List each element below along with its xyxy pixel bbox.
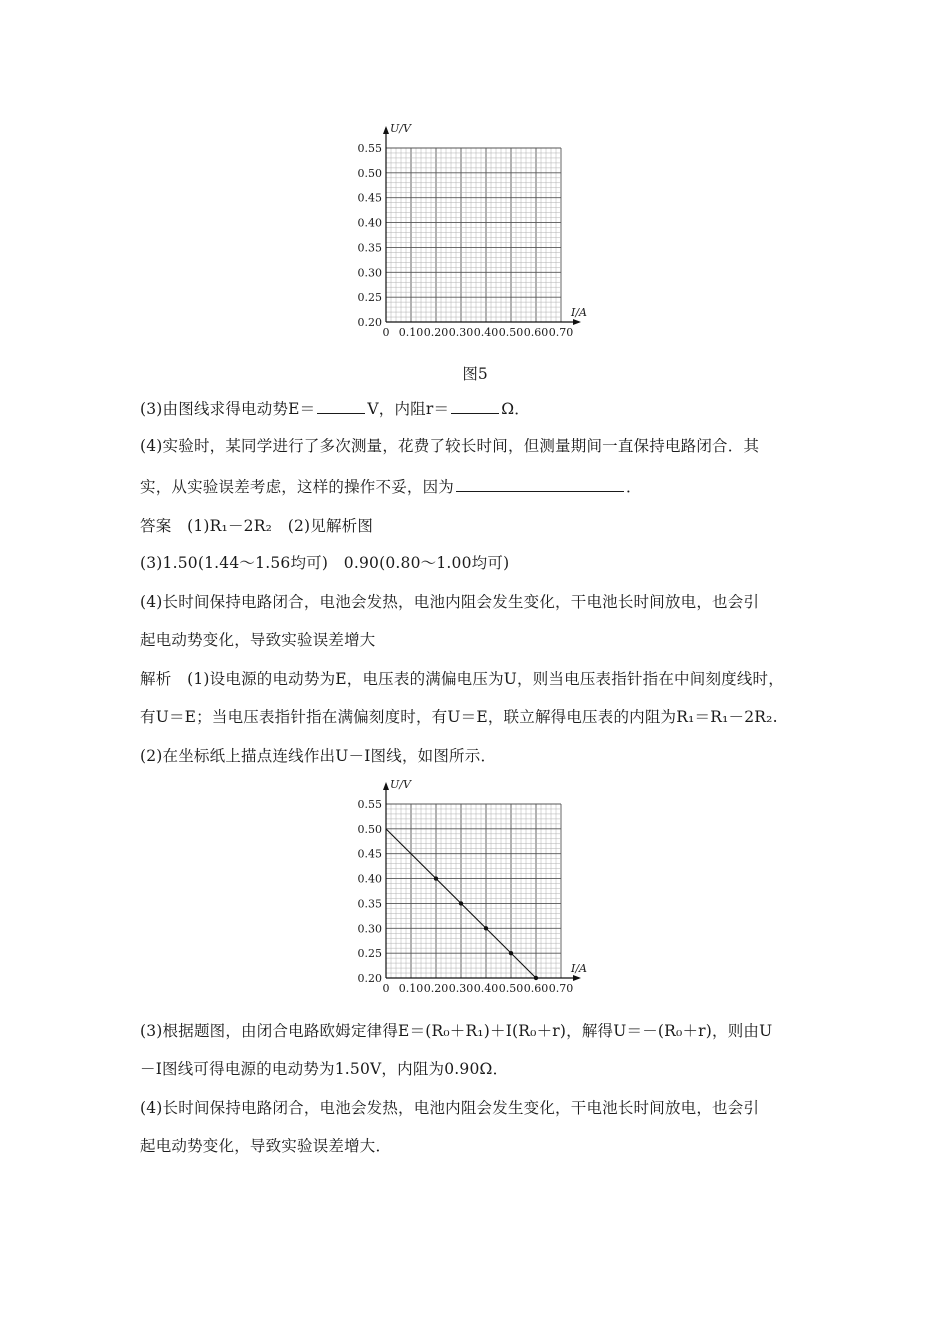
analysis-line7: 起电动势变化，导致实验误差增大． xyxy=(140,1137,392,1155)
x-axis-label: I/A xyxy=(571,306,587,319)
y-tick-label: 0.35 xyxy=(357,241,382,255)
data-point xyxy=(509,951,513,955)
solution-graph xyxy=(340,776,600,1001)
question4-line1: (4)实验时，某同学进行了多次测量，花费了较长时间，但测量期间一直保持电路闭合．其 xyxy=(140,437,760,455)
reason-blank[interactable] xyxy=(456,477,624,492)
x-tick-label: 0.20 xyxy=(423,982,449,995)
figure5-caption: 图5 xyxy=(462,365,488,383)
grid xyxy=(386,804,561,978)
x-tick-label: 0.50 xyxy=(498,982,524,995)
answer-text1: (1)R₁－2R₂ (2)见解析图 xyxy=(187,517,374,535)
data-point xyxy=(459,901,463,905)
data-point xyxy=(434,876,438,880)
analysis-label: 解析 xyxy=(140,670,172,688)
y-tick-label: 0.25 xyxy=(357,947,382,961)
analysis-line2: 有U＝E；当电压表指针指在满偏刻度时，有U＝E，联立解得电压表的内阻为R₁＝R₁－2R₂. xyxy=(140,708,778,726)
analysis-text1: (1)设电源的电动势为E，电压表的满偏电压为U，则当电压表指针指在中间刻度线时， xyxy=(187,670,784,688)
y-axis-arrow xyxy=(383,782,389,790)
figure5-graph xyxy=(340,120,600,345)
question4-line2 xyxy=(140,476,820,498)
analysis-line4: (3)根据题图，由闭合电路欧姆定律得E＝(R₀＋R₁)＋I(R₀＋r)，解得U＝－(R₀＋r)，则由U xyxy=(140,1022,773,1040)
x-tick-label: 0.30 xyxy=(448,326,474,339)
x-tick-label: 0.70 xyxy=(548,326,574,339)
question3 xyxy=(140,398,820,420)
y-axis-label: U/V xyxy=(390,778,411,791)
x-tick-label: 0 xyxy=(382,982,390,995)
analysis-line3: (2)在坐标纸上描点连线作出U－I图线，如图所示． xyxy=(140,747,497,765)
analysis-line6: (4)长时间保持电路闭合，电池会发热，电池内阻会发生变化，干电池长时间放电，也会引 xyxy=(140,1099,760,1117)
x-tick-label: 0.60 xyxy=(523,326,549,339)
x-tick-label: 0.50 xyxy=(498,326,524,339)
analysis-line5: －I图线可得电源的电动势为1.50V，内阻为0.90Ω． xyxy=(140,1060,509,1078)
y-tick-label: 0.20 xyxy=(357,316,382,329)
analysis-line1 xyxy=(140,668,820,690)
y-tick-label: 0.50 xyxy=(357,166,382,180)
question4-line2-end: ． xyxy=(626,478,642,496)
x-tick-label: 0.10 xyxy=(398,326,424,339)
answer-line1 xyxy=(140,515,820,537)
answer-label: 答案 xyxy=(140,517,172,535)
y-tick-label: 0.45 xyxy=(357,847,382,861)
y-tick-label: 0.30 xyxy=(357,922,382,936)
y-tick-label: 0.35 xyxy=(357,897,382,911)
question3-text3: Ω． xyxy=(501,400,530,418)
y-tick-label: 0.40 xyxy=(357,216,382,230)
x-axis-arrow xyxy=(573,319,581,325)
grid xyxy=(386,148,561,322)
x-axis-arrow xyxy=(573,975,581,981)
y-axis-arrow xyxy=(383,126,389,134)
x-tick-label: 0 xyxy=(382,326,390,339)
answer-line3: (4)长时间保持电路闭合，电池会发热，电池内阻会发生变化，干电池长时间放电，也会引 xyxy=(140,593,760,611)
answer-line2: (3)1.50(1.44～1.56均可) 0.90(0.80～1.00均可) xyxy=(140,554,510,572)
x-axis-label: I/A xyxy=(571,962,587,975)
x-tick-label: 0.30 xyxy=(448,982,474,995)
question3-text2: V，内阻r＝ xyxy=(367,400,450,418)
y-tick-label: 0.45 xyxy=(357,191,382,205)
y-tick-label: 0.30 xyxy=(357,266,382,280)
x-tick-label: 0.40 xyxy=(473,326,499,339)
emf-blank[interactable] xyxy=(317,399,365,414)
y-axis-label: U/V xyxy=(390,122,411,135)
y-tick-label: 0.55 xyxy=(357,142,382,155)
x-tick-label: 0.70 xyxy=(548,982,574,995)
y-tick-label: 0.55 xyxy=(357,798,382,811)
resistance-blank[interactable] xyxy=(451,399,499,414)
x-tick-label: 0.20 xyxy=(423,326,449,339)
data-point xyxy=(484,926,488,930)
y-tick-label: 0.25 xyxy=(357,291,382,305)
x-tick-label: 0.10 xyxy=(398,982,424,995)
y-tick-label: 0.50 xyxy=(357,822,382,836)
answer-line4: 起电动势变化，导致实验误差增大 xyxy=(140,631,376,649)
question3-text1: (3)由图线求得电动势E＝ xyxy=(140,400,316,418)
y-tick-label: 0.40 xyxy=(357,872,382,886)
y-tick-label: 0.20 xyxy=(357,972,382,985)
question4-line2-text: 实，从实验误差考虑，这样的操作不妥，因为 xyxy=(140,478,455,496)
x-tick-label: 0.40 xyxy=(473,982,499,995)
x-tick-label: 0.60 xyxy=(523,982,549,995)
data-point xyxy=(534,976,538,980)
